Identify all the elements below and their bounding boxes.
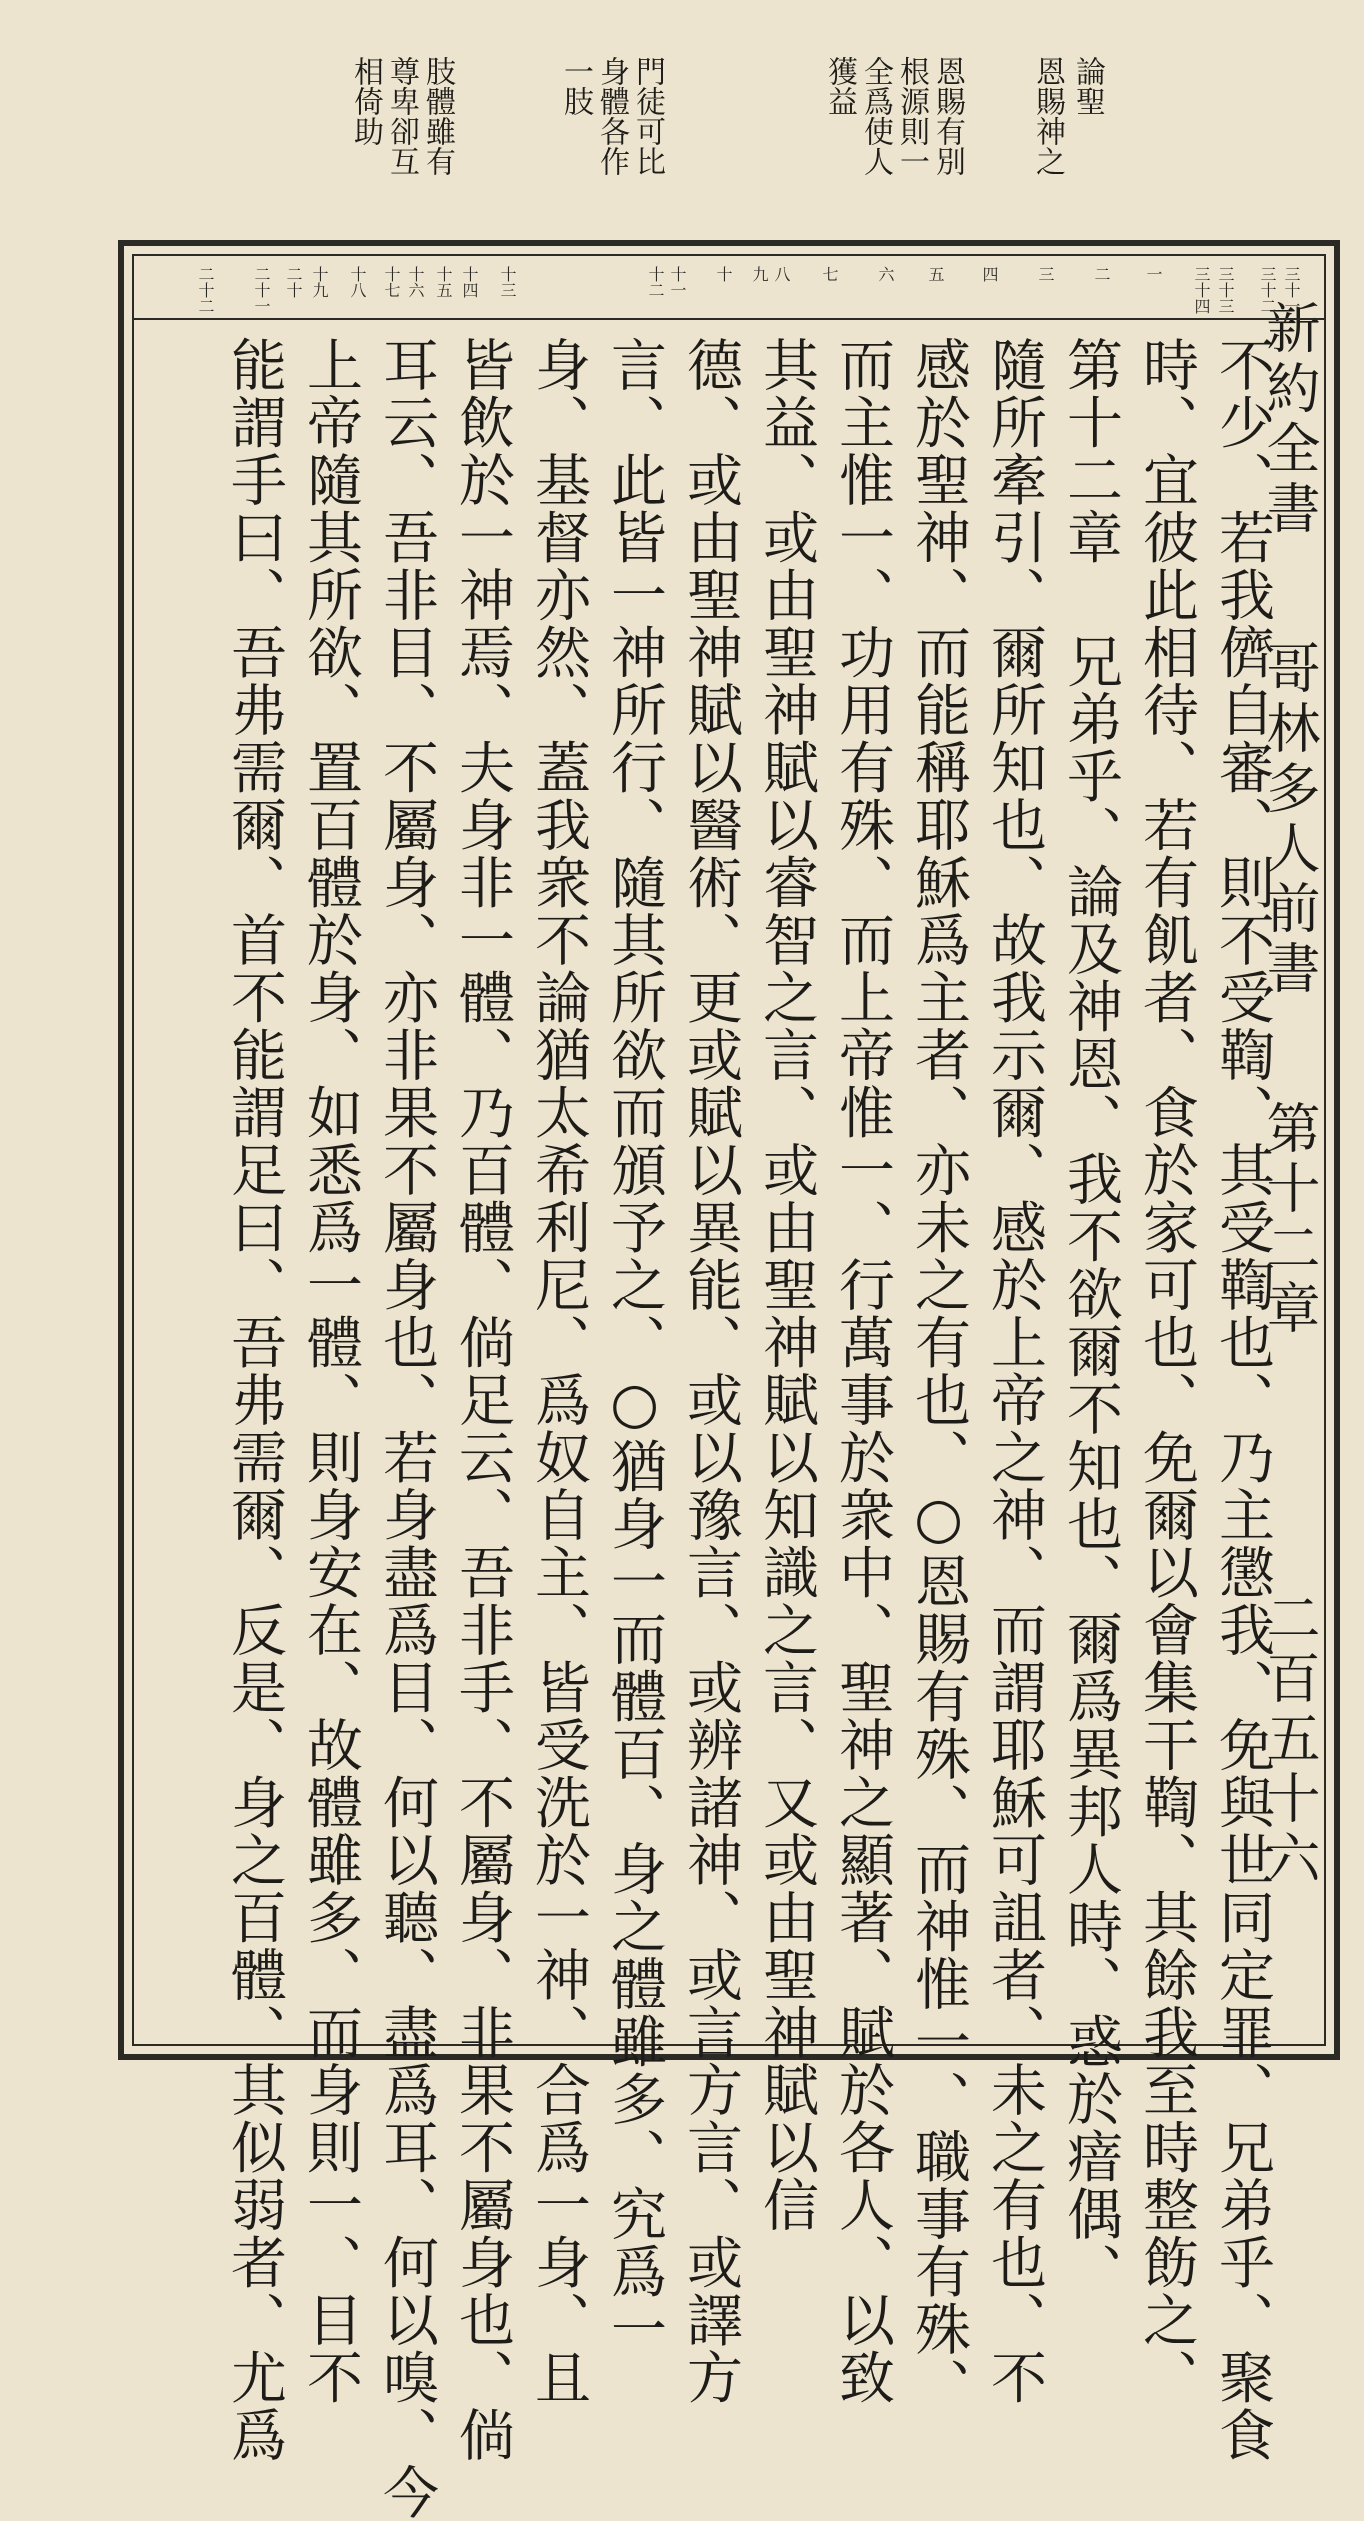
text-column: 上帝隨其所欲、置百體於身、如悉爲一體、則身安在、故體雖多、而身則一、目不 xyxy=(298,336,363,2406)
text-column: 德、或由聖神賦以醫術、更或賦以異能、或以豫言、或辨諸神、或言方言、或譯方 xyxy=(678,336,743,2406)
text-column: 身、基督亦然、蓋我衆不論猶太希利尼、爲奴自主、皆受洗於一神、合爲一身、且 xyxy=(526,336,591,2406)
book-title: 新約全書 xyxy=(1258,300,1321,540)
verse-number: 三十二 xyxy=(1258,266,1277,314)
verse-number: 三十三 xyxy=(1216,266,1235,314)
verse-number: 六 xyxy=(876,266,895,282)
text-column: 耳云、吾非目、不屬身、亦非果不屬身也、若身盡爲目、何以聽、盡爲耳、何以嗅、今 xyxy=(374,336,439,2521)
text-column: 能謂手曰、吾弗需爾、首不能謂足曰、吾弗需爾、反是、身之百體、其似弱者、尤爲 xyxy=(222,336,287,2464)
note-column: 根源則一 xyxy=(894,56,929,176)
text-column: 不少、若我儕自審、則不受鞫、其受鞫也、乃主懲我、免與世同定罪、兄弟乎、聚食 xyxy=(1210,336,1275,2464)
verse-number: 五 xyxy=(926,266,945,282)
note-column: 一肢 xyxy=(558,56,593,116)
verse-number: 十六 xyxy=(406,266,425,298)
note-column: 尊卑卻互 xyxy=(384,56,419,176)
page-number: 二百五十六 xyxy=(1258,1590,1321,1890)
verse-number: 十一 xyxy=(668,266,687,298)
verse-number: 八 xyxy=(772,266,791,282)
verse-number: 三十四 xyxy=(1192,266,1211,314)
verse-number: 十三 xyxy=(498,266,517,298)
note-column: 恩賜神之 xyxy=(1030,56,1065,176)
verse-number: 十五 xyxy=(434,266,453,298)
text-column: 皆飲於一神焉、夫身非一體、乃百體、倘足云、吾非手、不屬身、非果不屬身也、倘 xyxy=(450,336,515,2464)
note-column: 相倚助 xyxy=(348,56,383,146)
verse-number: 十九 xyxy=(310,266,329,298)
verse-number: 十八 xyxy=(348,266,367,298)
verse-number: 十二 xyxy=(646,266,665,298)
text-column: 言、此皆一神所行、隨其所欲而頒予之、○猶身一而體百、身之體雖多、究爲一 xyxy=(602,336,667,2358)
note-column: 全爲使人 xyxy=(858,56,893,176)
note-column: 獲益 xyxy=(822,56,857,116)
verse-number: 四 xyxy=(980,266,999,282)
note-column: 身體各作 xyxy=(594,56,629,176)
note-column: 肢體雖有 xyxy=(420,56,455,176)
text-column: 感於聖神、而能稱耶穌爲主者、亦未之有也、○恩賜有殊、而神惟一、職事有殊、 xyxy=(906,336,971,2415)
text-frame-inner xyxy=(132,254,1326,2521)
text-column: 隨所牽引、爾所知也、故我示爾、感於上帝之神、而謂耶穌可詛者、未之有也、不 xyxy=(982,336,1047,2406)
text-frame xyxy=(118,240,1340,2521)
scripture-text xyxy=(134,320,1324,2521)
chapter-label: 第十二章 xyxy=(1258,1100,1321,1340)
verse-number: 二十二 xyxy=(196,266,215,314)
text-column-chapter-start: 第十二章 兄弟乎、論及神恩、我不欲爾不知也、爾爲異邦人時、惑於瘖偶、 xyxy=(1058,336,1123,2300)
text-column: 而主惟一、功用有殊、而上帝惟一、行萬事於衆中、聖神之顯著、賦於各人、以致 xyxy=(830,336,895,2406)
marginal-notes xyxy=(300,38,1120,238)
verse-number-strip xyxy=(134,256,1324,320)
verse-number: 十七 xyxy=(382,266,401,298)
note-column: 論聖 xyxy=(1070,56,1105,116)
verse-number: 三十一 xyxy=(1282,266,1301,314)
verse-number: 一 xyxy=(1144,266,1163,282)
verse-number: 七 xyxy=(820,266,839,282)
note-column: 門徒可比 xyxy=(630,56,665,176)
verse-number: 二十一 xyxy=(252,266,271,314)
verse-number: 十 xyxy=(714,266,733,282)
text-column: 時、宜彼此相待、若有飢者、食於家可也、免爾以會集干鞫、其餘我至時整飭之、 xyxy=(1134,336,1199,2406)
section-title: 哥林多人前書 xyxy=(1258,640,1321,1000)
verse-number: 二十 xyxy=(284,266,303,298)
verse-number: 十四 xyxy=(460,266,479,298)
verse-number: 三 xyxy=(1036,266,1055,282)
text-column: 其益、或由聖神賦以睿智之言、或由聖神賦以知識之言、又或由聖神賦以信 xyxy=(754,336,819,2234)
note-column: 恩賜有別 xyxy=(930,56,965,176)
verse-number: 九 xyxy=(750,266,769,282)
verse-number: 二 xyxy=(1092,266,1111,282)
